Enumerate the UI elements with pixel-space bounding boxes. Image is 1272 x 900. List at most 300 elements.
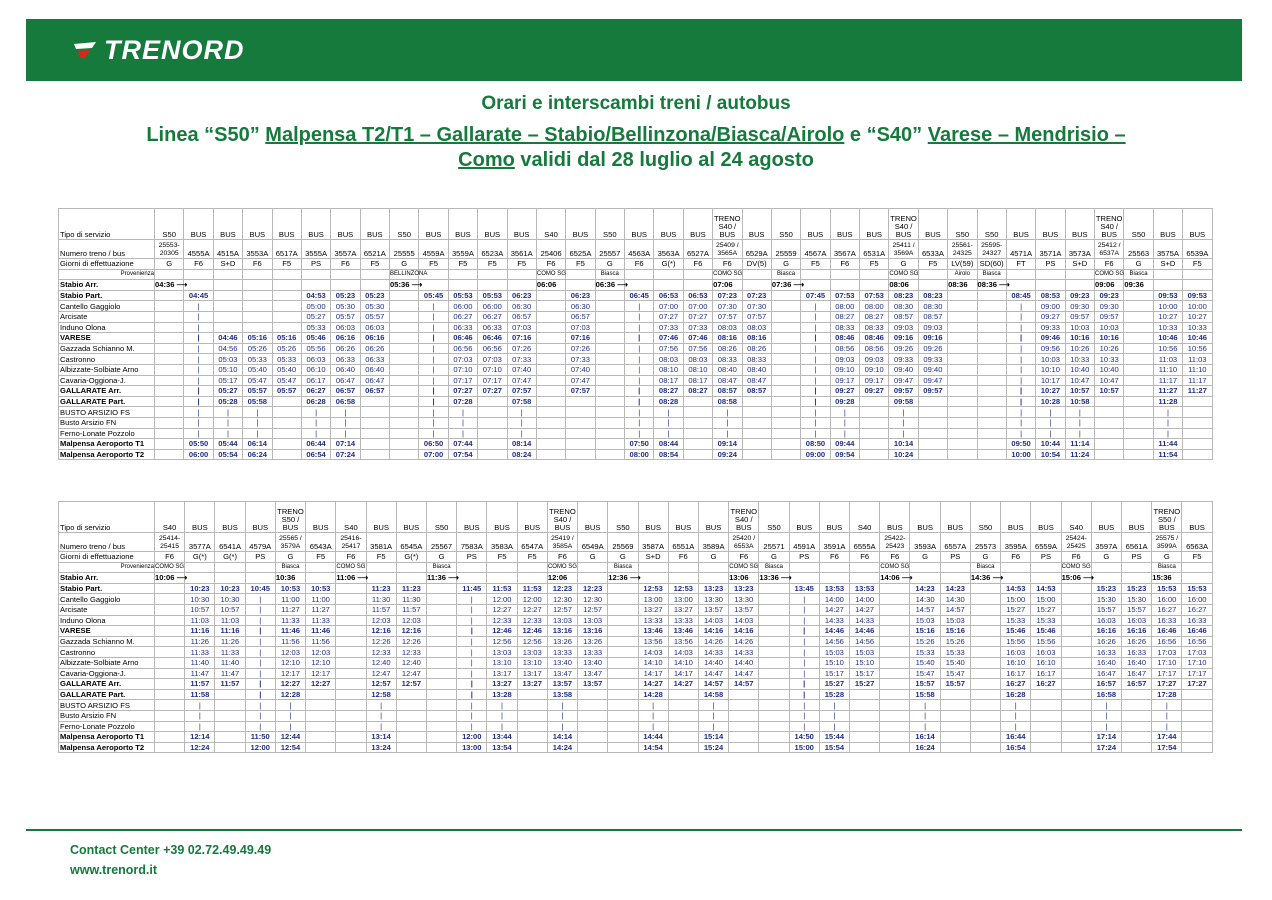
time-cell (336, 647, 366, 658)
origin-row-cell: Biasca (771, 269, 800, 280)
time-cell (771, 407, 800, 418)
time-cell (1183, 449, 1212, 460)
time-cell: | (487, 710, 517, 721)
time-cell (536, 407, 565, 418)
time-cell: 13:27 (668, 604, 698, 615)
origin-row-cell: COMO SG (336, 562, 366, 573)
service-type-row (59, 209, 1213, 240)
time-cell: 06:47 (331, 375, 360, 386)
time-cell: | (419, 386, 448, 397)
time-cell (1124, 417, 1153, 428)
time-cell: 04:36 ⟶ (155, 280, 188, 290)
time-cell (272, 311, 301, 322)
time-cell (1124, 407, 1153, 418)
time-cell: 10:44 (1036, 439, 1065, 450)
time-cell (336, 732, 366, 743)
time-cell: 05:47 (272, 375, 301, 386)
time-cell: 15:53 (1152, 583, 1182, 594)
time-cell: 12:27 (517, 604, 547, 615)
time-cell (683, 280, 712, 291)
service-type-row-cell: BUS (860, 209, 889, 240)
time-cell: 15:44 (819, 732, 849, 743)
time-cell: | (625, 386, 654, 397)
time-cell (536, 290, 565, 301)
time-cell: 07:36 ⟶ (771, 280, 805, 290)
time-cell (396, 573, 426, 584)
time-cell: 14:58 (698, 689, 728, 700)
time-cell (948, 290, 977, 301)
time-cell: 05:00 (301, 301, 330, 312)
origin-row-cell (1122, 562, 1152, 573)
time-cell (1124, 386, 1153, 397)
time-cell (819, 573, 849, 584)
time-cell: 11:45 (457, 583, 487, 594)
time-cell (880, 636, 910, 647)
station-name: Induno Olona (59, 322, 155, 333)
time-cell (918, 396, 947, 407)
time-cell: 06:45 (625, 290, 654, 301)
station-name: Cavaria-Oggiona-J. (59, 375, 155, 386)
time-cell: 14:03 (668, 647, 698, 658)
time-cell: 12:47 (366, 668, 396, 679)
time-cell (426, 679, 456, 690)
train-number-row-cell: 3595A (1001, 533, 1031, 552)
time-cell: | (789, 594, 819, 605)
time-cell: | (801, 396, 830, 407)
service-type-row-cell: BUS (638, 502, 668, 533)
service-type-row-cell: BUS (331, 209, 360, 240)
service-type-row-cell: BUS (830, 209, 859, 240)
time-cell (880, 679, 910, 690)
time-cell: 05:47 (243, 375, 272, 386)
origin-row-cell (698, 562, 728, 573)
time-cell: 12:44 (275, 732, 305, 743)
time-cell (306, 573, 336, 584)
time-cell: 05:40 (272, 364, 301, 375)
time-cell: 15:16 (940, 626, 970, 637)
train-number-row-cell: 6517A (272, 240, 301, 259)
time-cell: 13:26 (547, 636, 577, 647)
time-cell: 16:57 (1122, 679, 1152, 690)
time-cell: | (275, 721, 305, 732)
time-cell: 13:57 (729, 604, 759, 615)
time-cell (243, 311, 272, 322)
time-cell (1122, 721, 1152, 732)
station-name: Busto Arsizio FN (59, 417, 155, 428)
time-cell: 14:28 (638, 689, 668, 700)
days-row-cell: PS (1031, 552, 1061, 563)
time-cell: 13:16 (547, 626, 577, 637)
time-cell (426, 594, 456, 605)
time-cell: | (625, 322, 654, 333)
time-cell: | (1036, 417, 1065, 428)
days-row-cell: S+D (213, 259, 242, 270)
station-name: Malpensa Aeroporto T2 (59, 449, 155, 460)
time-cell: 05:40 (243, 364, 272, 375)
time-cell (850, 710, 880, 721)
origin-row-cell (801, 269, 830, 280)
time-cell: 10:33 (1183, 322, 1212, 333)
time-cell (215, 742, 245, 753)
time-cell: | (547, 700, 577, 711)
time-cell: 07:10 (478, 364, 507, 375)
time-cell: 06:16 (360, 333, 389, 344)
time-cell (1124, 449, 1153, 460)
time-cell: 13:53 (819, 583, 849, 594)
time-cell (1122, 742, 1152, 753)
time-cell (517, 573, 547, 584)
train-number-row-cell: 6521A (360, 240, 389, 259)
time-cell (1095, 417, 1124, 428)
time-cell: | (243, 417, 272, 428)
time-cell: | (245, 668, 275, 679)
time-cell: 08:23 (918, 290, 947, 301)
time-cell: 16:33 (1182, 615, 1212, 626)
station-name: VARESE (59, 333, 155, 344)
time-cell: | (830, 417, 859, 428)
time-cell: 10:14 (889, 439, 918, 450)
time-cell (850, 689, 880, 700)
time-cell: 12:33 (366, 647, 396, 658)
time-cell (948, 322, 977, 333)
station-name: Cantello Gaggiolo (59, 594, 155, 605)
time-cell (1061, 700, 1091, 711)
time-cell (668, 721, 698, 732)
time-cell: 13:57 (698, 604, 728, 615)
time-cell: 12:03 (275, 647, 305, 658)
time-cell (185, 573, 215, 584)
time-cell: 07:30 (742, 301, 771, 312)
time-cell: 14:46 (819, 626, 849, 637)
time-cell: 10:40 (1095, 364, 1124, 375)
service-type-row-cell: BUS (517, 502, 547, 533)
time-cell (880, 604, 910, 615)
time-cell: 08:56 (860, 343, 889, 354)
time-cell: | (801, 417, 830, 428)
service-type-row-cell: BUS (683, 209, 712, 240)
time-cell: 16:17 (1031, 668, 1061, 679)
days-row-cell: F5 (366, 552, 396, 563)
time-cell (1031, 689, 1061, 700)
time-cell: 11:14 (1065, 439, 1094, 450)
time-cell (1124, 396, 1153, 407)
train-number-row-cell: 25595-24327 (977, 240, 1006, 259)
time-cell (970, 583, 1000, 594)
time-cell: 15:27 (1001, 604, 1031, 615)
time-cell: 09:53 (1183, 290, 1212, 301)
website-link[interactable]: www.trenord.it (70, 863, 158, 877)
time-cell: 08:30 (918, 301, 947, 312)
time-cell: 06:26 (331, 343, 360, 354)
time-cell: 12:17 (306, 668, 336, 679)
time-cell (977, 322, 1006, 333)
time-cell (566, 280, 595, 291)
subtitle-part: Linea “S50” (146, 124, 266, 146)
time-cell: 06:56 (448, 343, 477, 354)
time-cell: 10:00 (1153, 301, 1182, 312)
time-cell (1006, 280, 1035, 291)
time-cell: 06:33 (360, 354, 389, 365)
time-cell: 15:03 (819, 647, 849, 658)
time-cell: 07:53 (860, 290, 889, 301)
station-row (59, 364, 1213, 375)
time-cell (771, 364, 800, 375)
service-type-row-cell: S50 (970, 502, 1000, 533)
time-cell (390, 428, 419, 439)
time-cell (155, 354, 184, 365)
time-cell: 05:10 (213, 364, 242, 375)
time-cell: 16:57 (1091, 679, 1121, 690)
time-cell: 07:28 (448, 396, 477, 407)
time-cell: 11:54 (1153, 449, 1182, 460)
time-cell: 15:57 (1122, 604, 1152, 615)
time-cell: 09:53 (1153, 290, 1182, 301)
time-cell: 14:47 (698, 668, 728, 679)
time-cell (536, 449, 565, 460)
time-cell: 11:40 (185, 657, 215, 668)
origin-row-cell (360, 269, 389, 280)
time-cell (457, 573, 487, 584)
time-cell: | (789, 636, 819, 647)
time-cell: 09:47 (918, 375, 947, 386)
time-cell (578, 742, 608, 753)
time-cell (1182, 721, 1212, 732)
train-number-row-cell: 4515A (213, 240, 242, 259)
time-cell: 17:28 (1152, 689, 1182, 700)
time-cell: 08:26 (742, 343, 771, 354)
time-cell: | (789, 626, 819, 637)
days-row-cell: F6 (184, 259, 213, 270)
time-cell: 11:27 (1183, 386, 1212, 397)
time-cell: 15:03 (940, 615, 970, 626)
time-cell: | (830, 428, 859, 439)
time-cell (419, 280, 448, 291)
station-row (59, 689, 1213, 700)
time-cell (1061, 732, 1091, 743)
time-cell: 12:33 (487, 615, 517, 626)
time-cell: 15:47 (940, 668, 970, 679)
time-cell (970, 594, 1000, 605)
service-type-row-label: Tipo di servizio (59, 209, 155, 240)
time-cell: 14:27 (819, 604, 849, 615)
days-row-cell: F6 (625, 259, 654, 270)
time-cell (155, 721, 185, 732)
train-number-row-cell: 6539A (1183, 240, 1212, 259)
time-cell (155, 647, 185, 658)
time-cell: 08:33 (742, 354, 771, 365)
time-cell (536, 364, 565, 375)
time-cell (683, 449, 712, 460)
time-cell: 14:57 (910, 604, 940, 615)
train-number-row-cell: 25559 (771, 240, 800, 259)
service-type-row-cell: S40 (336, 502, 366, 533)
train-number-row-cell: 3591A (819, 533, 849, 552)
time-cell (759, 721, 789, 732)
time-cell: 15:26 (940, 636, 970, 647)
time-cell: 10:26 (1095, 343, 1124, 354)
origin-row-cell (654, 269, 683, 280)
time-cell (668, 700, 698, 711)
service-type-row-cell: BUS (654, 209, 683, 240)
time-cell (360, 396, 389, 407)
time-cell: 09:17 (830, 375, 859, 386)
time-cell: 14:17 (638, 668, 668, 679)
time-cell: 11:50 (245, 732, 275, 743)
time-cell (1095, 439, 1124, 450)
origin-row-cell (185, 562, 215, 573)
train-number-row-cell: 25424-25425 (1061, 533, 1091, 552)
time-cell: | (419, 311, 448, 322)
station-row (59, 604, 1213, 615)
time-cell: 17:27 (1182, 679, 1212, 690)
time-cell: | (1091, 721, 1121, 732)
time-cell: 09:30 (1095, 301, 1124, 312)
brand-name: TRENORD (104, 34, 245, 65)
time-cell: 15:27 (1031, 604, 1061, 615)
time-cell (478, 439, 507, 450)
time-cell (215, 732, 245, 743)
station-name: Busto Arsizio FN (59, 710, 155, 721)
time-cell (771, 417, 800, 428)
origin-row-cell (910, 562, 940, 573)
time-cell: 10:58 (1065, 396, 1094, 407)
days-row-cell: G (595, 259, 624, 270)
time-cell: 15:36 (1152, 573, 1182, 584)
time-cell: 08:54 (654, 449, 683, 460)
time-cell: 05:53 (478, 290, 507, 301)
days-row-cell: PS (245, 552, 275, 563)
origin-row-cell (850, 562, 880, 573)
train-number-row-cell: 3557A (331, 240, 360, 259)
origin-row-cell (487, 562, 517, 573)
time-cell: 15:33 (1001, 615, 1031, 626)
time-cell: | (713, 428, 742, 439)
time-cell: 09:27 (860, 386, 889, 397)
time-cell: | (1006, 417, 1035, 428)
time-cell: 09:16 (889, 333, 918, 344)
time-cell (396, 689, 426, 700)
time-cell: 06:03 (301, 354, 330, 365)
time-cell (272, 417, 301, 428)
time-cell: | (801, 343, 830, 354)
origin-row-cell: COMO SG (880, 562, 910, 573)
train-number-row-cell: 3567A (830, 240, 859, 259)
trenord-mark-icon (72, 40, 98, 60)
time-cell: 08:33 (860, 322, 889, 333)
time-cell: 10:47 (1095, 375, 1124, 386)
time-cell: 11:30 (366, 594, 396, 605)
train-number-row-cell: 7583A (457, 533, 487, 552)
station-row (59, 439, 1213, 450)
service-type-row-cell: TRENO S40 / BUS (1095, 209, 1124, 240)
time-cell (948, 407, 977, 418)
time-cell: 11:56 (306, 636, 336, 647)
time-cell: 08:24 (507, 449, 536, 460)
service-type-row-cell: BUS (578, 502, 608, 533)
time-cell: | (625, 301, 654, 312)
train-number-row-cell: 3581A (366, 533, 396, 552)
time-cell (306, 721, 336, 732)
time-cell (771, 290, 800, 301)
time-cell (771, 428, 800, 439)
time-cell: 07:30 (713, 301, 742, 312)
time-cell: 11:00 (306, 594, 336, 605)
time-cell (306, 700, 336, 711)
train-number-row-cell: 3563A (654, 240, 683, 259)
time-cell: 16:24 (910, 742, 940, 753)
time-cell: 07:23 (742, 290, 771, 301)
service-type-row-cell: BUS (243, 209, 272, 240)
time-cell (608, 647, 638, 658)
time-cell (970, 615, 1000, 626)
time-cell (155, 700, 185, 711)
time-cell: | (625, 428, 654, 439)
time-cell (1061, 679, 1091, 690)
time-cell (1061, 647, 1091, 658)
time-cell: 06:30 (507, 301, 536, 312)
time-cell (1183, 428, 1212, 439)
time-cell: 08:47 (713, 375, 742, 386)
time-cell: | (1006, 386, 1035, 397)
time-cell (578, 710, 608, 721)
time-cell: 09:56 (1036, 343, 1065, 354)
time-cell: 12:10 (275, 657, 305, 668)
time-cell: 07:50 (625, 439, 654, 450)
time-cell: 13:47 (578, 668, 608, 679)
time-cell (977, 439, 1006, 450)
time-cell: 07:00 (419, 449, 448, 460)
origin-row-label: Provenienza (59, 269, 155, 280)
time-cell: 13:16 (578, 626, 608, 637)
time-cell (426, 732, 456, 743)
time-cell (360, 428, 389, 439)
service-type-row-cell: TRENO S40 / BUS (547, 502, 577, 533)
time-cell: 14:53 (1001, 583, 1031, 594)
time-cell (1031, 742, 1061, 753)
time-cell: 16:16 (1122, 626, 1152, 637)
time-cell: 16:44 (1001, 732, 1031, 743)
time-cell (243, 280, 272, 291)
time-cell (390, 439, 419, 450)
time-cell (729, 689, 759, 700)
station-row (59, 573, 1213, 584)
time-cell (977, 311, 1006, 322)
service-type-row-cell: BUS (789, 502, 819, 533)
time-cell: 14:24 (547, 742, 577, 753)
time-cell (595, 322, 624, 333)
time-cell: 08:56 (830, 343, 859, 354)
time-cell (948, 301, 977, 312)
station-name: Stabio Part. (59, 583, 155, 594)
time-cell (360, 280, 389, 291)
time-cell: | (213, 417, 242, 428)
time-cell: | (245, 700, 275, 711)
time-cell: 12:36 ⟶ (608, 573, 641, 583)
time-cell: 09:06 (1095, 280, 1124, 291)
time-cell (1061, 626, 1091, 637)
time-cell: 14:33 (698, 647, 728, 658)
time-cell: 12:00 (487, 594, 517, 605)
time-cell: 11:53 (487, 583, 517, 594)
time-cell: 13:54 (487, 742, 517, 753)
time-cell: 15:14 (698, 732, 728, 743)
time-cell: 12:27 (487, 604, 517, 615)
station-row (59, 343, 1213, 354)
station-row (59, 721, 1213, 732)
days-row-cell: F5 (360, 259, 389, 270)
time-cell: | (789, 710, 819, 721)
time-cell: 16:17 (1001, 668, 1031, 679)
